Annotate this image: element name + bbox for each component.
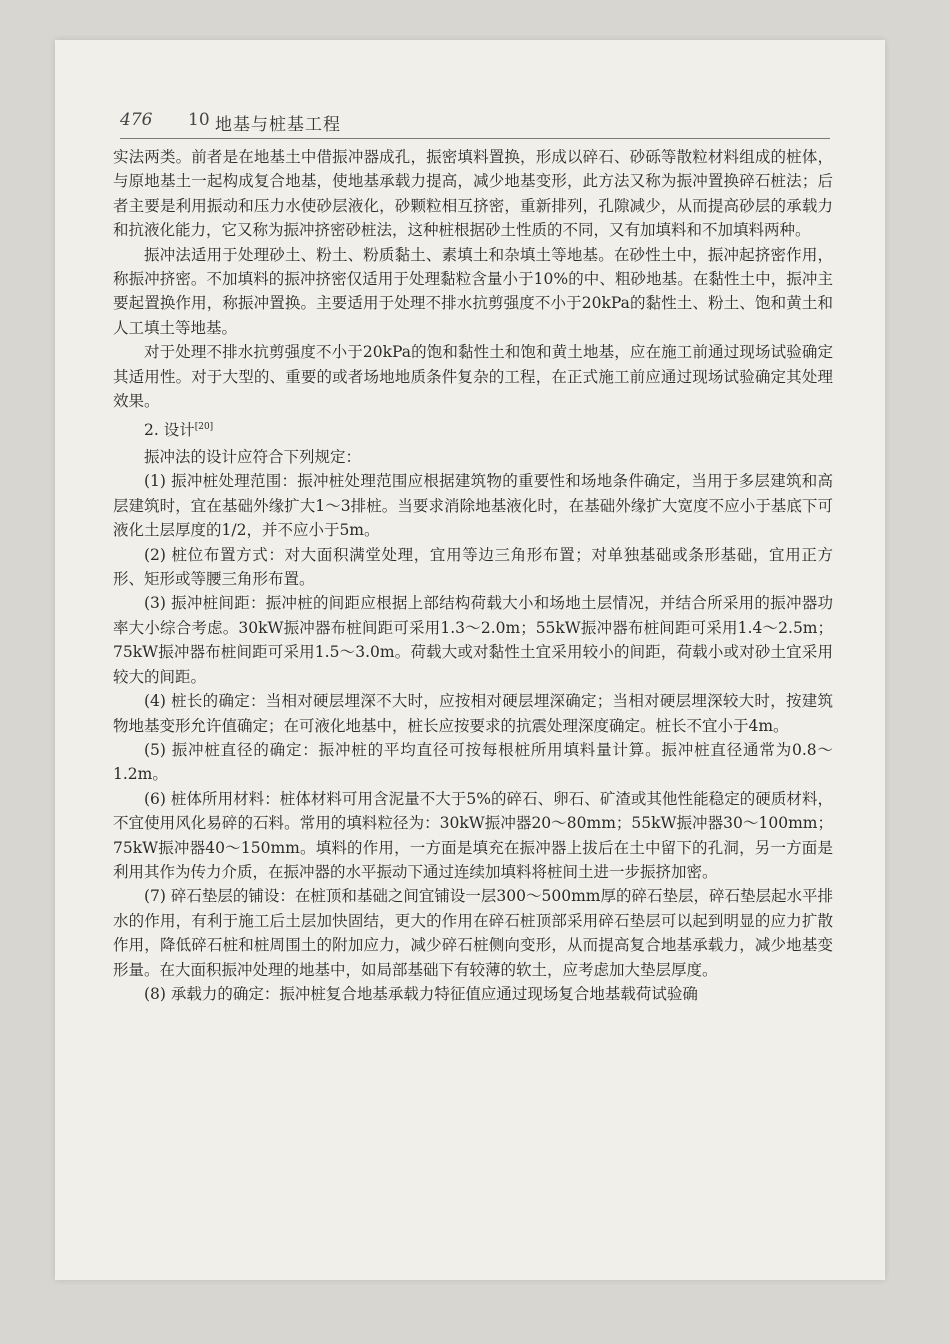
paragraph-continuation: 实法两类。前者是在地基土中借振冲器成孔，振密填料置换，形成以碎石、砂砾等散粒材料组成的桩体，与原地基土一起构成复合地基，使地基承载力提高，减少地基变形，此方法又称为振冲置换碎石桩法；后者主要是利用振动和压力水使砂层液化，砂颗粒相互挤密，重新排列，孔隙减少，从而提高砂层的承载力和抗液化能力，它又称为振冲挤密砂桩法，这种桩根据砂土性质的不同，又有加填料和不加填料两种。 (113, 148, 833, 240)
reference-marker: [20] (194, 422, 214, 433)
section-heading-label: 2. 设计 (144, 421, 195, 440)
list-item-3: (3) 振冲桩间距：振冲桩的间距应根据上部结构荷载大小和场地土层情况，并结合所采用的振冲器功率大小综合考虑。30kW振冲器布桩间距可采用1.3～2.0m；55kW振冲器布桩间距可采用1.4～2.5m；75kW振冲器布桩间距可采用1.5～3.0m。荷载大或对黏性土宜采用较小的间距，荷载小或对砂土宜采用较大的间距。 (113, 594, 833, 686)
list-item-5: (5) 振冲桩直径的确定：振冲桩的平均直径可按每根桩所用填料量计算。振冲桩直径通常为0.8～1.2m。 (113, 740, 833, 784)
section-heading (113, 415, 833, 443)
list-item-6: (6) 桩体所用材料：桩体材料可用含泥量不大于5%的碎石、卵石、矿渣或其他性能稳定的硬质材料，不宜使用风化易碎的石料。常用的填料粒径为：30kW振冲器20～80mm；55kW振冲器30～100mm；75kW振冲器40～150mm。填料的作用，一方面是填充在振冲器上拔后在土中留下的孔洞，另一方面是利用其作为传力介质，在振冲器的水平振动下通过连续加填料将桩间土进一步振挤加密。 (113, 789, 833, 881)
paragraph-field-test: 对于处理不排水抗剪强度不小于20kPa的饱和黏性土和饱和黄土地基，应在施工前通过现场试验确定其适用性。对于大型的、重要的或者场地地质条件复杂的工程，在正式施工前应通过现场试验确定其处理效果。 (113, 343, 833, 411)
paragraph-applicability: 振冲法适用于处理砂土、粉土、粉质黏土、素填土和杂填土等地基。在砂性土中，振冲起挤密作用，称振冲挤密。不加填料的振冲挤密仅适用于处理黏粒含量小于10%的中、粗砂地基。在黏性土中，振冲主要起置换作用，称振冲置换。主要适用于处理不排水抗剪强度不小于20kPa的黏性土、粉土、饱和黄土和人工填土等地基。 (113, 245, 833, 337)
list-item-1: (1) 振冲桩处理范围：振冲桩处理范围应根据建筑物的重要性和场地条件确定，当用于多层建筑和高层建筑时，宜在基础外缘扩大1～3排桩。当要求消除地基液化时，在基础外缘扩大宽度不应小于基底下可液化土层厚度的1/2，并不应小于5m。 (113, 472, 833, 540)
page-number: 476 (120, 110, 153, 130)
paragraph-design-intro: 振冲法的设计应符合下列规定： (144, 448, 362, 467)
list-item-4: (4) 桩长的确定：当相对硬层埋深不大时，应按相对硬层埋深确定；当相对硬层埋深较大时，按建筑物地基变形允许值确定；在可液化地基中，桩长应按要求的抗震处理深度确定。桩长不宜小于4m。 (113, 692, 833, 735)
chapter-title: 地基与桩基工程 (215, 115, 341, 135)
list-item-7: (7) 碎石垫层的铺设：在桩顶和基础之间宜铺设一层300～500mm厚的碎石垫层，碎石垫层起水平排水的作用，有利于施工后土层加快固结，更大的作用在碎石桩顶部采用碎石垫层可以起到明显的应力扩散作用，降低碎石桩和桩周围土的附加应力，减少碎石桩侧向变形，从而提高复合地基承载力，减少地基变形量。在大面积振冲处理的地基中，如局部基础下有较薄的软土，应考虑加大垫层厚度。 (113, 887, 833, 979)
list-item-2: (2) 桩位布置方式：对大面积满堂处理，宜用等边三角形布置；对单独基础或条形基础，宜用正方形、矩形或等腰三角形布置。 (113, 545, 833, 589)
page-header (120, 108, 830, 139)
list-item-8: (8) 承载力的确定：振冲桩复合地基承载力特征值应通过现场复合地基载荷试验确 (144, 984, 698, 1003)
body-text (113, 145, 833, 1006)
chapter-number: 10 (188, 110, 210, 130)
